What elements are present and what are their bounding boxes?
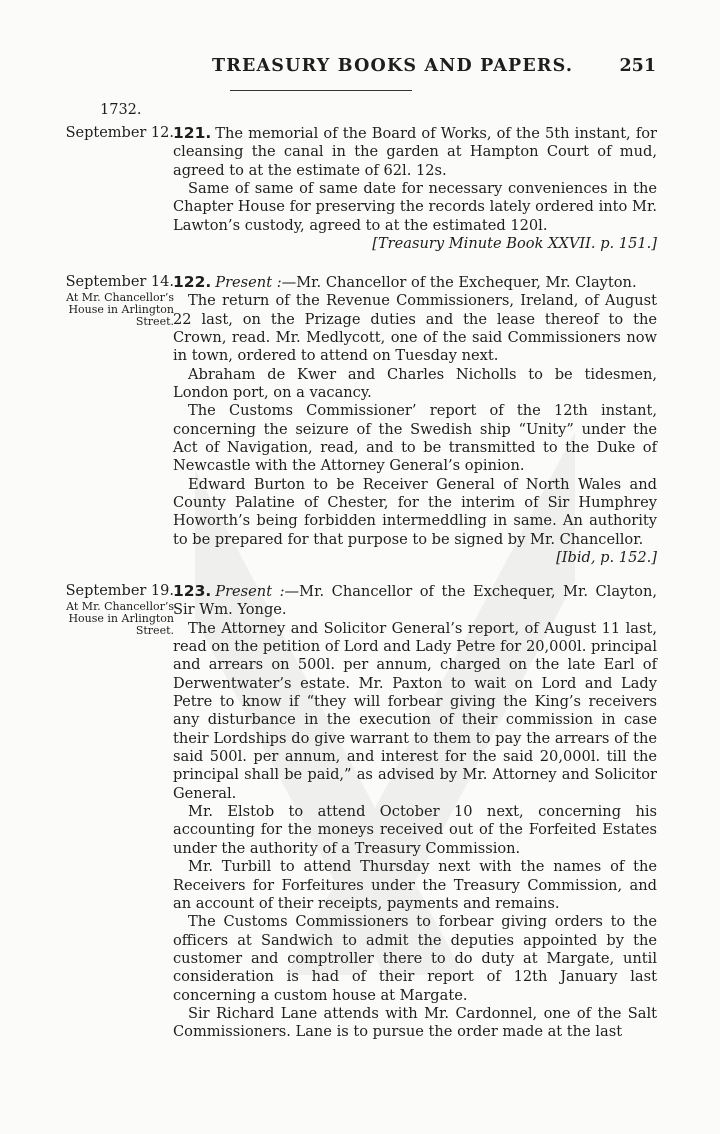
- page-number: 251: [619, 56, 656, 76]
- entry-paragraph: Sir Richard Lane attends with Mr. Cardonnel, one of the Salt Commissioners. Lane is to pursue the order made at the last: [173, 1004, 657, 1041]
- entry-margin: [64, 273, 174, 328]
- entry-body: [173, 273, 657, 568]
- entry-paragraph: Same of same of same date for necessary conveniences in the Chapter House for preserving the records lately ordered into Mr. Lawton’s custody, agreed to at the estimated 120l.: [173, 180, 657, 234]
- entry-paragraph: The Customs Commissioner’ report of the 12th instant, concerning the seizure of the Swedish ship “Unity” under the Act of Navigation, read, and to be transmitted to the Duke of Newcastle with the Attorney General’s opinion.: [173, 402, 657, 475]
- entry-margin: [64, 582, 174, 637]
- present-label: Present :—: [215, 274, 297, 291]
- year-marker: 1732.: [100, 102, 142, 118]
- running-title: TREASURY BOOKS AND PAPERS.: [212, 56, 574, 76]
- citation: [Treasury Minute Book XXVII. p. 151.]: [372, 235, 657, 253]
- entry-paragraph: [173, 273, 657, 292]
- present-list: Mr. Chancellor of the Exchequer, Mr. Clayton, Sir Wm. Yonge.: [173, 583, 657, 619]
- entry-date: September 19.: [65, 583, 174, 599]
- entry-number: 123.: [173, 582, 212, 600]
- header-rule: [230, 90, 412, 91]
- entry-location: At Mr. Chancellor’s House in Arlington Street.: [66, 291, 174, 328]
- entry-body: [173, 124, 657, 253]
- entry-paragraph: Edward Burton to be Receiver General of North Wales and County Palatine of Chester, for the interim of Sir Humphrey Howorth’s being forbidden intermeddling in same. An authority to be prepared for that purpose to be signed by Mr. Chancellor.: [173, 475, 657, 548]
- entry-date: September 14.: [65, 274, 174, 290]
- entry-paragraph: Abraham de Kwer and Charles Nicholls to be tidesmen, London port, on a vacancy.: [173, 365, 657, 402]
- entry-body: [173, 582, 657, 1042]
- entry-paragraph: [173, 582, 657, 620]
- present-list: Mr. Chancellor of the Exchequer, Mr. Clayton.: [296, 274, 637, 291]
- entry-number: 121.: [173, 124, 212, 142]
- entry-location: At Mr. Chancellor’s House in Arlington Street.: [66, 600, 174, 637]
- citation: [Ibid, p. 152.]: [556, 549, 657, 567]
- page-header: [72, 56, 662, 82]
- entry-paragraph: Mr. Elstob to attend October 10 next, concerning his accounting for the moneys received out of the Forfeited Estates under the authority of a Treasury Commission.: [173, 803, 657, 857]
- entry-paragraph: Mr. Turbill to attend Thursday next with the names of the Receivers for Forfeitures under the Treasury Commission, and an account of their receipts, payments and remains.: [173, 858, 657, 912]
- entry-paragraph: 121. The memorial of the Board of Works, of the 5th instant, for cleansing the canal in the garden at Hampton Court of mud, agreed to at the estimate of 62l. 12s.: [173, 124, 657, 179]
- present-label: Present :—: [215, 583, 300, 600]
- entry-paragraph: The Attorney and Solicitor General’s report, of August 11 last, read on the petition of Lord and Lady Petre for 20,000l. principal and arrears on 500l. per annum, charged on the late Earl of Derwentwater’s estate. Mr. Paxton to wait on Lord and Lady Petre to know if “they will forbear giving the King’s receivers any disturbance in the execution of their commission in case their Lordships do give warrant to them to pay the arrears of the said 500l. per annum, and interest for the said 20,000l. till the principal shall be paid,” as advised by Mr. Attorney and Solicitor General.: [173, 619, 657, 802]
- entry-paragraph: The return of the Revenue Commissioners, Ireland, of August 22 last, on the Prizage duties and the lease thereof to the Crown, read. Mr. Medlycott, one of the said Commissioners now in town, ordered to attend on Tuesday next.: [173, 292, 657, 365]
- entry-date: September 12.: [65, 125, 174, 141]
- entry-paragraph: The Customs Commissioners to forbear giving orders to the officers at Sandwich to admit the deputies appointed by the customer and comptroller there to do duty at Margate, until consideration is had of their report of 12th January last concerning a custom house at Margate.: [173, 913, 657, 1004]
- entry-margin: [64, 124, 174, 142]
- entry-number: 122.: [173, 273, 212, 291]
